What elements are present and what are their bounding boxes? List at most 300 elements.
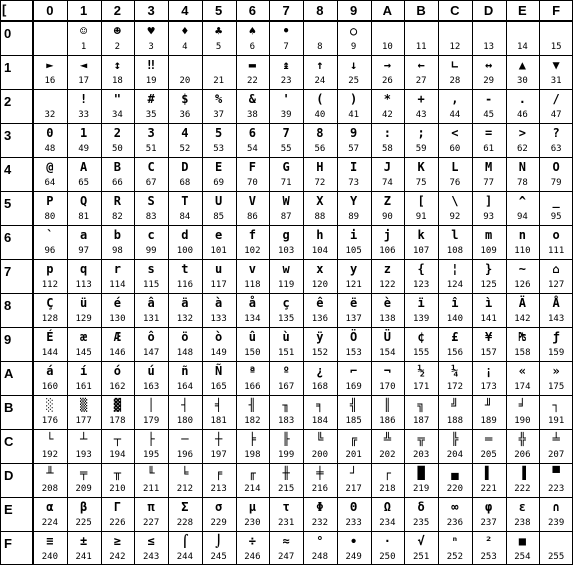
corner-label: [ (2, 2, 7, 17)
cell-code: 40 (314, 110, 326, 120)
cell-code: 218 (379, 484, 396, 494)
cell-code: 85 (213, 212, 225, 222)
cell-glyph: m (485, 228, 493, 242)
cell-code: 172 (446, 382, 463, 392)
cell-glyph: z (383, 262, 391, 276)
cell-code: 243 (142, 552, 160, 562)
cell-glyph: ¡ (485, 364, 493, 378)
cell-code: 83 (145, 212, 157, 222)
cell-glyph: ╘ (181, 466, 189, 480)
cell-code: 168 (311, 382, 328, 392)
cell-code: 50 (111, 144, 123, 154)
cell-code: 103 (277, 246, 295, 256)
cell-glyph: ï (417, 296, 425, 310)
cell-glyph: ▌ (485, 466, 493, 480)
cell-glyph: ╩ (383, 432, 391, 446)
cell-code: 64 (44, 178, 56, 188)
cell-glyph: 2 (113, 126, 121, 140)
cell-glyph: û (248, 330, 256, 344)
cell-code: 1 (80, 42, 87, 52)
cell-code: 158 (514, 348, 531, 358)
cell-code: 84 (179, 212, 191, 222)
cell-code: 200 (311, 450, 328, 460)
cell-glyph: > (518, 126, 526, 140)
cell-code: 214 (244, 484, 261, 494)
cell-glyph: k (417, 228, 425, 242)
cell-code: 137 (345, 314, 362, 324)
cell-code: 25 (348, 76, 360, 86)
cell-code: 37 (213, 110, 225, 120)
cell-code: 254 (514, 552, 531, 562)
cell-glyph: ∞ (451, 500, 459, 514)
cell-code: 227 (142, 518, 160, 528)
cell-code: 118 (244, 280, 261, 290)
cell-code: 104 (311, 246, 328, 256)
cell-code: 249 (345, 552, 362, 562)
cell-code: 206 (514, 450, 531, 460)
cell-code: 35 (145, 110, 157, 120)
cell-code: 149 (210, 348, 227, 358)
cell-glyph: } (485, 262, 493, 276)
cell-code: 72 (314, 178, 326, 188)
cell-glyph: % (215, 92, 223, 106)
cell-code: 237 (480, 518, 497, 528)
cell-code: 16 (44, 76, 56, 86)
cell-glyph: → (383, 58, 391, 72)
cell-glyph: ╢ (248, 398, 256, 412)
cell-glyph: ╗ (417, 398, 425, 412)
cell-code: 15 (550, 42, 562, 52)
cell-code: 154 (379, 348, 396, 358)
column-header: 3 (147, 3, 155, 18)
cell-glyph: ≥ (113, 534, 121, 548)
cell-glyph: , (451, 92, 459, 106)
cell-code: 250 (379, 552, 396, 562)
cell-code: 235 (412, 518, 430, 528)
cell-glyph: ⌠ (181, 534, 189, 548)
cell-code: 186 (379, 416, 396, 426)
cell-code: 171 (412, 382, 430, 392)
cell-glyph: 6 (248, 126, 256, 140)
cell-glyph: & (248, 92, 256, 106)
cell-code: 199 (277, 450, 295, 460)
cell-code: 41 (348, 110, 360, 120)
column-header: 2 (113, 3, 121, 18)
cell-code: 9 (350, 42, 357, 52)
cell-glyph: O (552, 160, 560, 174)
grid-line-horizontal (0, 463, 573, 464)
cell-code: 240 (41, 552, 58, 562)
cell-code: 121 (345, 280, 362, 290)
cell-code: 146 (109, 348, 126, 358)
cell-glyph: ░ (46, 398, 54, 412)
cell-code: 174 (514, 382, 531, 392)
cell-code: 79 (550, 178, 562, 188)
cell-glyph: Z (383, 194, 391, 208)
cell-code: 189 (480, 416, 497, 426)
cell-code: 150 (244, 348, 261, 358)
cell-glyph: u (215, 262, 223, 276)
cell-glyph: ↨ (282, 58, 290, 72)
cell-code: 234 (379, 518, 396, 528)
cell-glyph: á (46, 364, 54, 378)
cell-code: 42 (381, 110, 393, 120)
cell-glyph: 9 (350, 126, 358, 140)
cell-glyph: L (451, 160, 459, 174)
cell-code: 144 (41, 348, 58, 358)
cell-code: 48 (44, 144, 56, 154)
cell-glyph: ∙ (350, 534, 358, 548)
cell-glyph: b (113, 228, 121, 242)
cell-glyph: ö (181, 330, 189, 344)
cell-code: 120 (311, 280, 328, 290)
cell-code: 108 (446, 246, 463, 256)
cell-code: 47 (550, 110, 562, 120)
cell-code: 8 (317, 42, 323, 52)
cell-glyph: ⌂ (552, 262, 560, 276)
cell-glyph: ╥ (113, 466, 121, 480)
column-header: F (552, 3, 561, 18)
cell-code: 76 (449, 178, 461, 188)
cell-code: 23 (280, 76, 292, 86)
cell-glyph: ₧ (518, 330, 526, 344)
column-header: A (382, 3, 393, 18)
column-header: C (450, 3, 460, 18)
cell-glyph: ` (46, 228, 54, 242)
cell-code: 152 (311, 348, 328, 358)
cell-glyph: \ (451, 194, 459, 208)
cell-glyph: ≤ (147, 534, 155, 548)
cell-glyph: Γ (113, 500, 121, 514)
cell-glyph: ○ (350, 24, 358, 38)
grid-line-horizontal (0, 531, 573, 532)
cell-code: 63 (550, 144, 562, 154)
cell-code: 143 (547, 314, 565, 324)
cell-code: 34 (111, 110, 123, 120)
cell-code: 18 (111, 76, 123, 86)
cell-glyph: = (485, 126, 493, 140)
cell-code: 7 (283, 42, 289, 52)
cell-code: 242 (109, 552, 126, 562)
cell-code: 252 (446, 552, 463, 562)
cell-glyph: ç (282, 296, 290, 310)
cell-glyph: + (417, 92, 425, 106)
cell-glyph: « (518, 364, 526, 378)
cell-glyph: ╫ (282, 466, 290, 480)
cell-code: 191 (547, 416, 565, 426)
cell-code: 49 (78, 144, 90, 154)
cell-glyph: ╖ (282, 398, 290, 412)
cell-code: 142 (514, 314, 531, 324)
cell-glyph: j (383, 228, 391, 242)
grid-line-horizontal (0, 157, 573, 158)
cell-glyph: ' (282, 92, 290, 106)
cell-code: 223 (547, 484, 565, 494)
cell-code: 201 (345, 450, 362, 460)
cell-code: 78 (516, 178, 528, 188)
cell-glyph: ä (181, 296, 189, 310)
cell-code: 217 (345, 484, 362, 494)
column-header: 7 (282, 3, 290, 18)
cell-code: 178 (109, 416, 126, 426)
cell-glyph: √ (417, 534, 425, 548)
cell-glyph: o (552, 228, 560, 242)
cell-glyph: A (80, 160, 88, 174)
cell-code: 231 (277, 518, 295, 528)
cell-code: 99 (145, 246, 157, 256)
cell-glyph: ╡ (215, 398, 223, 412)
row-header: 8 (4, 298, 12, 313)
cell-glyph: . (518, 92, 526, 106)
cell-code: 65 (78, 178, 90, 188)
cell-glyph: Ö (350, 330, 358, 344)
cell-glyph: ▲ (518, 58, 526, 72)
cell-code: 6 (249, 42, 256, 52)
cell-glyph: ╨ (46, 466, 54, 480)
cell-glyph: Ä (518, 296, 526, 310)
cell-code: 94 (516, 212, 528, 222)
cell-code: 226 (109, 518, 126, 528)
cell-glyph: 5 (215, 126, 223, 140)
cell-code: 125 (480, 280, 497, 290)
cell-glyph: : (383, 126, 391, 140)
column-header: 1 (80, 3, 88, 18)
row-header: 7 (4, 264, 12, 279)
cell-glyph: @ (46, 160, 54, 174)
cell-code: 58 (381, 144, 393, 154)
cell-code: 43 (415, 110, 427, 120)
cell-code: 127 (547, 280, 565, 290)
cell-glyph: J (383, 160, 391, 174)
cell-glyph: ◄ (80, 58, 88, 72)
cell-glyph: U (215, 194, 223, 208)
cell-code: 28 (449, 76, 461, 86)
cell-code: 187 (412, 416, 430, 426)
cell-glyph: M (485, 160, 493, 174)
cell-code: 131 (142, 314, 160, 324)
cell-glyph: ë (350, 296, 358, 310)
cell-code: 148 (176, 348, 193, 358)
cell-glyph: ╣ (350, 398, 358, 412)
grid-line-horizontal (0, 327, 573, 328)
cell-code: 182 (244, 416, 261, 426)
cell-glyph: # (147, 92, 155, 106)
cell-code: 210 (109, 484, 126, 494)
cell-code: 185 (345, 416, 362, 426)
cell-code: 61 (483, 144, 495, 154)
cell-code: 251 (412, 552, 430, 562)
cell-code: 190 (514, 416, 531, 426)
cell-code: 106 (379, 246, 396, 256)
cell-glyph: ┼ (215, 432, 223, 446)
cell-code: 62 (516, 144, 528, 154)
cell-code: 181 (210, 416, 227, 426)
cell-glyph: ┘ (350, 466, 358, 480)
cell-glyph: φ (485, 500, 493, 514)
cell-code: 33 (78, 110, 90, 120)
cell-glyph: ¿ (316, 364, 324, 378)
cell-glyph: S (147, 194, 155, 208)
cell-glyph: t (181, 262, 189, 276)
cell-glyph: ü (80, 296, 88, 310)
cell-glyph: ← (417, 58, 425, 72)
cell-code: 225 (75, 518, 92, 528)
cell-glyph: ╜ (485, 398, 493, 412)
cell-code: 180 (176, 416, 193, 426)
cell-glyph: ╬ (518, 432, 526, 446)
cell-glyph: ↔ (485, 58, 493, 72)
cell-glyph: ► (46, 58, 54, 72)
cell-glyph: I (350, 160, 358, 174)
cell-code: 165 (210, 382, 227, 392)
cell-code: 236 (446, 518, 463, 528)
cell-glyph: Q (80, 194, 88, 208)
cell-glyph: µ (248, 500, 256, 514)
cell-glyph: · (383, 534, 391, 548)
cell-glyph: Å (552, 296, 560, 310)
cell-glyph: n (518, 228, 526, 242)
cell-code: 244 (176, 552, 193, 562)
cell-code: 31 (550, 76, 562, 86)
cell-glyph: e (215, 228, 223, 242)
cell-code: 117 (210, 280, 227, 290)
cell-code: 134 (244, 314, 261, 324)
cell-code: 38 (246, 110, 258, 120)
cell-code: 10 (381, 42, 393, 52)
row-header: 4 (4, 162, 12, 177)
cell-glyph: ε (518, 500, 526, 514)
cell-glyph: r (113, 262, 121, 276)
cell-glyph: à (215, 296, 223, 310)
cell-glyph: ▒ (80, 398, 88, 412)
cell-code: 136 (311, 314, 328, 324)
cell-glyph: l (451, 228, 459, 242)
cell-code: 224 (41, 518, 58, 528)
cell-glyph: º (282, 364, 290, 378)
cell-code: 220 (446, 484, 463, 494)
cell-glyph: ─ (181, 432, 189, 446)
cell-code: 147 (142, 348, 160, 358)
cell-glyph: Θ (350, 500, 358, 514)
cell-code: 196 (176, 450, 193, 460)
cell-code: 101 (210, 246, 227, 256)
cell-code: 229 (210, 518, 227, 528)
cell-glyph: ♦ (181, 24, 189, 38)
cell-code: 184 (311, 416, 328, 426)
cell-glyph: 7 (282, 126, 290, 140)
cell-code: 60 (449, 144, 461, 154)
cell-code: 211 (142, 484, 160, 494)
cell-code: 122 (379, 280, 396, 290)
cell-code: 100 (176, 246, 193, 256)
cell-code: 238 (514, 518, 531, 528)
cell-code: 170 (379, 382, 396, 392)
cell-code: 253 (480, 552, 497, 562)
cell-code: 22 (246, 76, 258, 86)
cell-code: 212 (176, 484, 193, 494)
grid-line-horizontal (0, 497, 573, 498)
column-header: E (518, 3, 527, 18)
cell-glyph: ô (147, 330, 155, 344)
cell-code: 90 (381, 212, 393, 222)
cell-code: 82 (111, 212, 123, 222)
cell-code: 96 (44, 246, 56, 256)
row-header: 9 (4, 332, 12, 347)
cell-glyph: ⌡ (215, 534, 223, 548)
cell-code: 215 (277, 484, 295, 494)
cell-glyph: è (383, 296, 391, 310)
cell-code: 151 (277, 348, 295, 358)
cell-glyph: ╟ (282, 432, 290, 446)
cell-glyph: * (383, 92, 391, 106)
cell-code: 13 (483, 42, 495, 52)
column-header: 8 (316, 3, 324, 18)
cell-glyph: D (181, 160, 189, 174)
cell-glyph: β (80, 500, 88, 514)
cell-glyph: B (113, 160, 121, 174)
column-header: D (483, 3, 494, 18)
cell-code: 66 (111, 178, 123, 188)
cell-glyph: ▬ (248, 58, 256, 72)
cell-code: 91 (415, 212, 427, 222)
cell-code: 222 (514, 484, 531, 494)
cell-glyph: ═ (485, 432, 493, 446)
cell-glyph: ┴ (80, 432, 88, 446)
cell-code: 24 (314, 76, 326, 86)
cell-glyph: ^ (518, 194, 526, 208)
cell-code: 233 (345, 518, 362, 528)
cell-glyph: ╤ (80, 466, 88, 480)
cell-code: 155 (412, 348, 430, 358)
cell-code: 203 (412, 450, 430, 460)
cell-glyph: ÿ (316, 330, 324, 344)
cell-code: 164 (176, 382, 193, 392)
cell-glyph: ≡ (46, 534, 54, 548)
cell-code: 195 (142, 450, 160, 460)
cell-code: 20 (179, 76, 191, 86)
grid-line-horizontal (0, 55, 573, 56)
cell-code: 197 (210, 450, 227, 460)
cell-glyph: ╙ (147, 466, 155, 480)
column-header: 6 (248, 3, 256, 18)
cell-glyph: ╓ (248, 466, 256, 480)
cell-code: 124 (446, 280, 463, 290)
cell-glyph: Σ (181, 500, 189, 514)
cell-code: 36 (179, 110, 191, 120)
cell-code: 123 (412, 280, 430, 290)
cell-glyph: P (46, 194, 54, 208)
grid-line-vertical (0, 0, 1, 565)
cell-glyph: ² (485, 534, 493, 548)
cell-code: 107 (412, 246, 430, 256)
cell-glyph: f (248, 228, 256, 242)
cell-glyph: å (248, 296, 256, 310)
cell-code: 51 (145, 144, 157, 154)
cell-glyph: ╒ (215, 466, 223, 480)
cell-glyph: • (282, 24, 290, 38)
cell-glyph: ┤ (181, 398, 189, 412)
cell-glyph: 3 (147, 126, 155, 140)
cell-code: 193 (75, 450, 92, 460)
cell-code: 68 (179, 178, 191, 188)
cell-glyph: 1 (80, 126, 88, 140)
cell-glyph: ƒ (552, 330, 560, 344)
cell-glyph: É (46, 330, 54, 344)
row-header: D (4, 468, 14, 483)
cell-glyph: w (282, 262, 290, 276)
cell-glyph: ▓ (113, 398, 121, 412)
cell-glyph: í (80, 364, 88, 378)
